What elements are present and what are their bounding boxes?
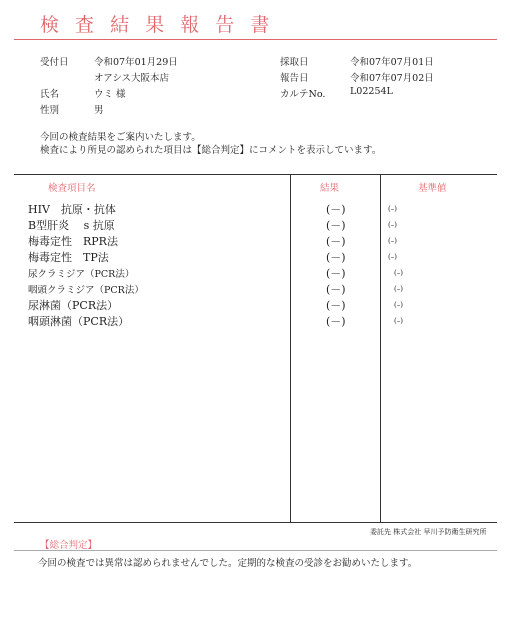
test-item-result: (－) xyxy=(326,283,346,296)
reception-date-value: 令和07年01月29日 xyxy=(94,57,178,68)
test-item-name: 咽頭クラミジア（PCR法） xyxy=(28,285,144,296)
test-item-result: (－) xyxy=(326,315,346,328)
summary-divider xyxy=(14,550,497,551)
title-divider xyxy=(14,39,497,40)
report-date-value: 令和07年07月02日 xyxy=(350,73,434,84)
test-item-result: (－) xyxy=(326,235,346,248)
patient-sex-value: 男 xyxy=(94,105,104,116)
patient-name-value: ウミ 様 xyxy=(94,89,126,100)
test-item-reference: (–) xyxy=(394,269,403,277)
test-item-result: (－) xyxy=(326,267,346,280)
test-item-name: 梅毒定性 TP法 xyxy=(28,251,109,264)
test-item-name: 尿淋菌（PCR法） xyxy=(28,299,119,312)
clinic-name: オアシス大阪本店 xyxy=(94,73,170,84)
table-divider-reference xyxy=(380,174,381,522)
test-item-result: (－) xyxy=(326,251,346,264)
test-item-name: B型肝炎 s 抗原 xyxy=(28,219,115,232)
test-item-result: (－) xyxy=(326,219,346,232)
test-item-reference: (–) xyxy=(394,317,403,325)
lab-attribution: 委託先 株式会社 早川予防衛生研究所 xyxy=(370,528,487,536)
test-item-reference: (–) xyxy=(388,221,397,229)
chart-number-value: L02254L xyxy=(350,86,393,97)
test-item-reference: (–) xyxy=(388,253,397,261)
header-item-name: 検査項目名 xyxy=(48,183,96,194)
test-item-reference: (–) xyxy=(388,205,397,213)
report-date-label: 報告日 xyxy=(280,73,309,84)
summary-label: 【総合判定】 xyxy=(40,540,98,551)
intro-line-2: 検査により所見の認められた項目は【総合判定】にコメントを表示しています。 xyxy=(40,145,382,156)
test-item-reference: (–) xyxy=(394,285,403,293)
intro-line-1: 今回の検査結果をご案内いたします。 xyxy=(40,132,201,143)
test-item-name: HIV 抗原・抗体 xyxy=(28,203,116,216)
test-item-name: 咽頭淋菌（PCR法） xyxy=(28,315,130,328)
patient-name-label: 氏名 xyxy=(40,89,60,100)
collection-date-label: 採取日 xyxy=(280,57,309,68)
test-item-name: 梅毒定性 RPR法 xyxy=(28,235,118,248)
test-item-result: (－) xyxy=(326,299,346,312)
table-divider-result xyxy=(290,174,291,522)
test-item-name: 尿クラミジア（PCR法） xyxy=(28,269,135,280)
test-item-reference: (–) xyxy=(394,301,403,309)
summary-text: 今回の検査では異常は認められませんでした。定期的な検査の受診をお勧めいたします。 xyxy=(38,558,418,569)
test-item-result: (－) xyxy=(326,203,346,216)
table-bottom-border xyxy=(14,522,497,523)
table-top-border xyxy=(14,174,497,175)
chart-number-label: カルテNo. xyxy=(280,89,326,100)
header-result: 結果 xyxy=(320,183,340,194)
test-item-reference: (–) xyxy=(388,237,397,245)
collection-date-value: 令和07年07月01日 xyxy=(350,57,434,68)
report-title: 検 査 結 果 報 告 書 xyxy=(40,14,275,36)
patient-sex-label: 性別 xyxy=(40,105,60,116)
header-reference: 基準値 xyxy=(418,183,447,194)
reception-date-label: 受付日 xyxy=(40,57,69,68)
